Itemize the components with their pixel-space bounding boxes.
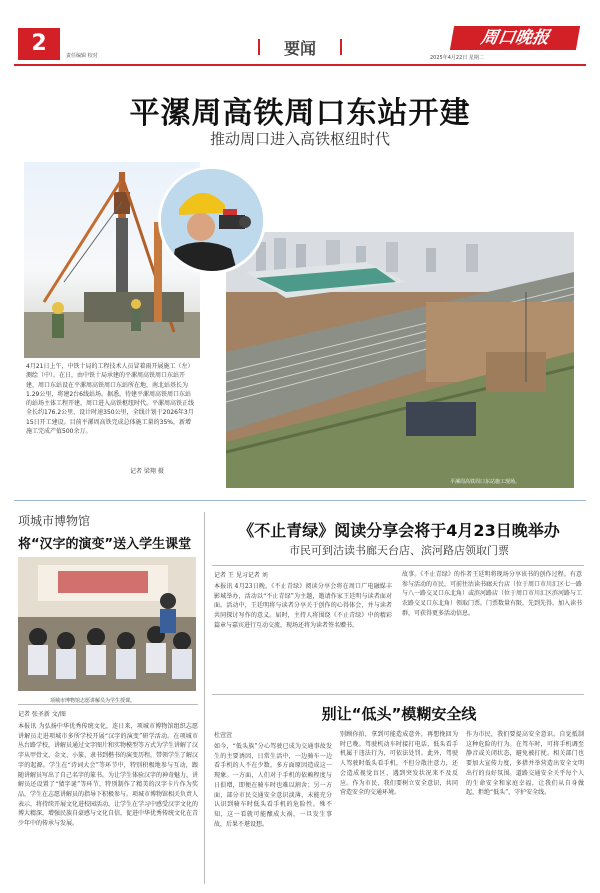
- museum-body: 本报讯 为弘扬中华优秀传统文化，连日来，项城市博物馆组织志愿讲解员走进项城市多所学校开展“汉字的演变”研学活动。在项城市丛台路学校，讲解员通过文字图片和实物模型等方式为学生讲解了汉字从甲骨文、金文、小篆、隶书到楷书的演变历程，带领学生了解汉字的起源。学生在“诗词大会”等环节中，特别积极地参与互动，跟随讲解员写出了自己名字的篆书。为让学生体验汉字的神奇魅力，讲解员还设置了“猜字谜”等环节，特别制作了精美的汉字卡片作为奖品，学生在志愿讲解员的指导下积极参与。项城市博物馆相关负责人表示，将持续开展文化进校园活动，让学生在学习中感受汉字文化的博大精深，增强民族自豪感与文化自信，促进中华优秀传统文化在青少年中的传承与发展。: [18, 723, 198, 828]
- lead-headline: 平漯周高铁周口东站开建: [129, 96, 471, 131]
- issue-date: 2025年4月22日 星期二: [430, 55, 484, 61]
- safety-body-col2: 别顾你拍，拿到可能造成意外，再想挽回为时已晚。驾驶机动车时接打电话、低头看手机属于违法行为，可依法处罚。此外，驾驶人驾驶时低头看手机，不但分散注意力，还会造成视觉盲区，遇到突发状况来不及反应。作为市民，我们要树立安全意识，共同营造安全的交通环境。: [340, 731, 458, 797]
- museum-rule: [18, 704, 198, 705]
- safety-body-col3: 作为市民，我们要提高安全意识，自觉抵制这种危险的行为。在驾车时，可将手机调至静音或关闭状态，避免被打扰。相关部门也要加大宣传力度，多措并举营造出安全文明出行的良好氛围。道路交通安全关乎每个人的生命安全和家庭幸福，让我们从自身做起，拒绝“低头”，守护安全线。: [466, 731, 584, 797]
- editor-line: 责任编辑 校对: [66, 53, 98, 59]
- lead-subheadline: 推动周口进入高铁枢纽时代: [209, 130, 390, 148]
- lead-credit: 记者 梁翔 摄: [130, 468, 164, 475]
- safety-byline: 杜萱萱: [214, 732, 233, 739]
- museum-kicker: 项城市博物馆: [18, 514, 91, 528]
- museum-byline: 记者 张圣新 文/图: [18, 711, 66, 718]
- column-rule: [204, 512, 205, 884]
- museum-title: 将“汉字的演变”送入学生课堂: [18, 537, 192, 552]
- aerial-caption: 平漯周高铁周口东站施工现场。: [450, 479, 521, 485]
- classroom-caption: 项城市博物馆志愿讲解员为学生授课。: [50, 698, 136, 704]
- safety-rule: [212, 694, 584, 695]
- reading-rule: [212, 565, 584, 566]
- page-number: 2: [18, 28, 60, 60]
- section-divider: [14, 500, 586, 501]
- reading-body-col2: 故事。《不止青绿》的作者王廷明将现场分享该书的创作过程。有意参与活动的市民，可前往沽读书廊天台店（位于周口市川汇区七一路与八一路交叉口东北角）或滨河路店（位于周口市川汇区滨河路与工农路交叉口东北角）领取门票。门票数量有限，先到先得。加入读书群，可获得更多活动信息。: [402, 571, 582, 617]
- classroom-photo: [18, 557, 196, 691]
- safety-title: 别让“低头”模糊安全线: [321, 705, 477, 723]
- safety-body-col1: 如今，“低头族”分心驾驶已成为交通事故发生的主要诱因，日常生活中，一边骑车一边看手机的人不在少数。多方面原因造成这一现象。一方面，人们对于手机的依赖程度与日俱增，即便在骑车时也难以割舍；另一方面，部分市民交通安全意识淡薄，未能充分认识到骑车时低头看手机的危险性。殊不知，这一看就可能酿成大祸，一旦发生事故，后果不堪设想。: [214, 743, 332, 828]
- reading-title: 《不止青绿》阅读分享会将于4月23日晚举办: [238, 521, 560, 540]
- lead-caption: 4月21日上午，中铁十局的工程技术人员冒着雨开展施工（左）测绘（中）。在日，由中铁十局承建的平漯周高铁周口东站开建，周口东站设在平漯周高铁周口东站所在地，南北站基长为1.29公里，将建2台6线站场。据悉，待建平漯周高铁周口东站的站场主体工程开建，周口进入高铁枢纽时代。平漯周高铁正线全长约176.2公里，设计时速350公里，全线计划于2026年3月15日开工建设。目前平漯周高铁完成总体施工量的35%，新增施工完成产值500余万。: [26, 363, 195, 436]
- reading-body-col1: 本报讯 4月23日晚，《不止青绿》阅读分享会将在周口广电融媒丰影城举办，活动以“不止青绿”为主题，邀请作家王廷明与读者面对面。活动中，王廷明将与读者分享关于创作的心得体会，并与读者共同探讨写作的意义。届时，主持人将围绕《不止青绿》中的精彩篇章与嘉宾进行互动交流，现场还将为读者签名赠书。: [214, 583, 392, 629]
- header-rule: [14, 64, 586, 66]
- aerial-station-photo: [226, 232, 574, 488]
- section-title: 要闻: [240, 36, 360, 58]
- surveyor-inset-photo: [158, 166, 266, 274]
- reading-byline: 记者 王 见习记者 刘: [214, 572, 268, 579]
- newspaper-logo: 周口晚报: [450, 26, 580, 50]
- reading-subtitle: 市民可到沽读书廊天台店、滨河路店领取门票: [289, 544, 509, 557]
